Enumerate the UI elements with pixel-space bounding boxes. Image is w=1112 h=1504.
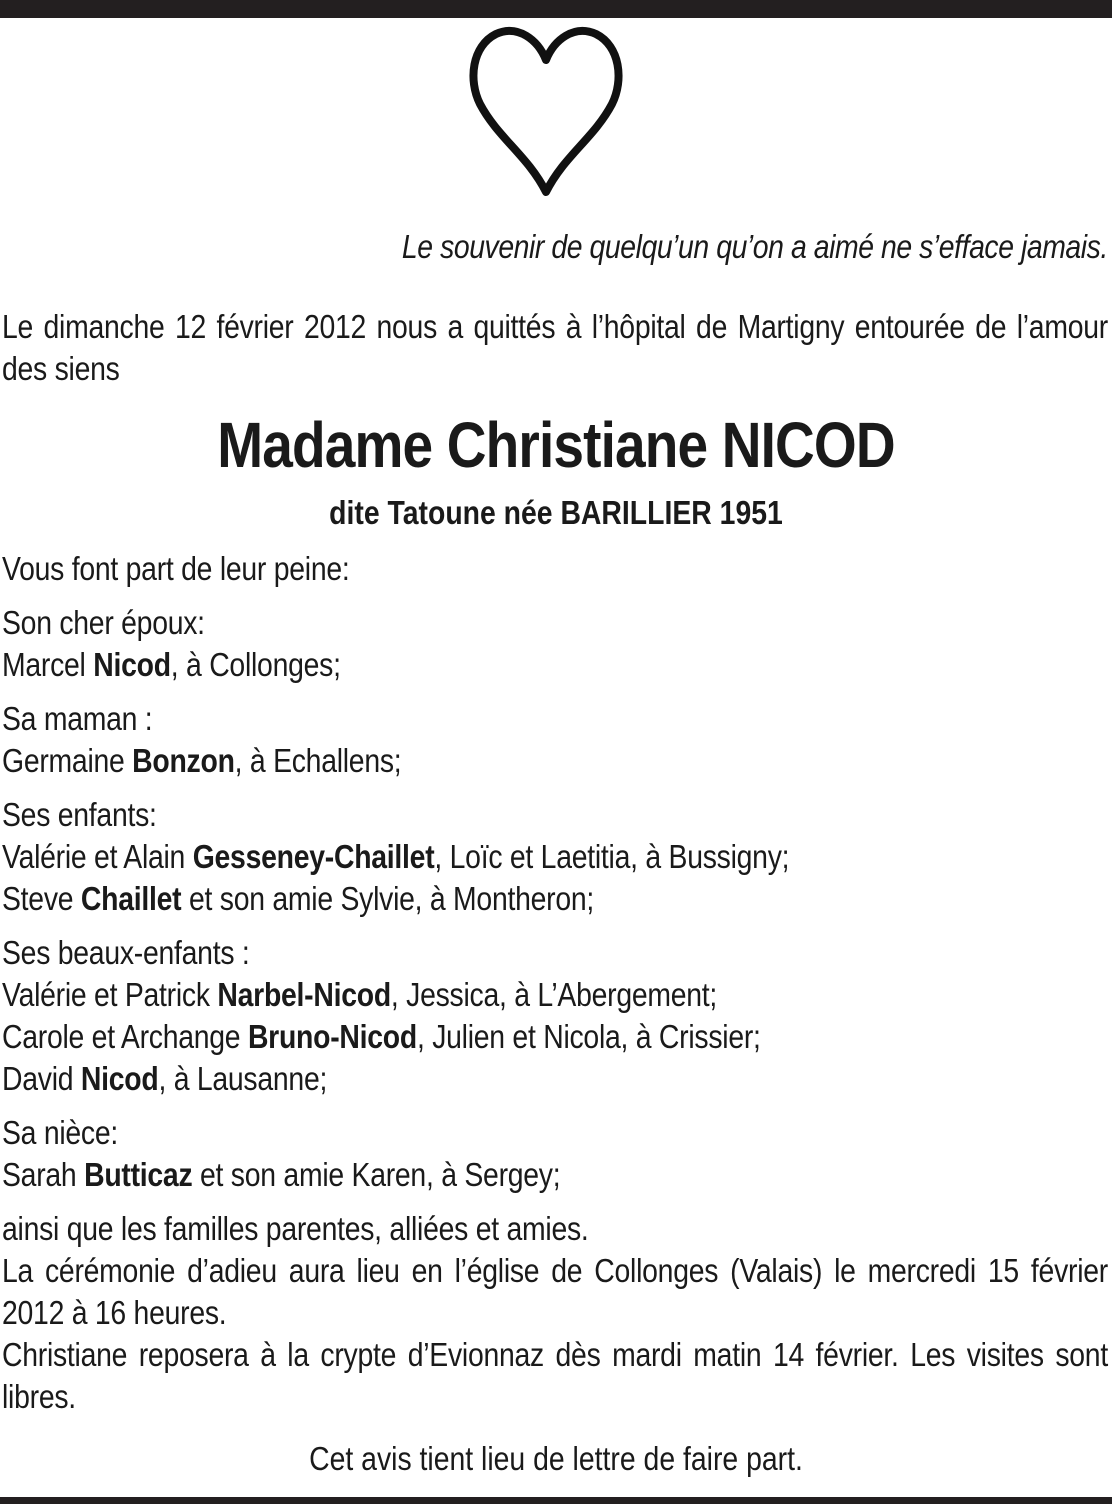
- motto: Le souvenir de quelqu’un qu’on a aimé ne s’efface jamais.: [402, 228, 1108, 265]
- family-member: Germaine Bonzon, à Echallens;: [2, 742, 402, 779]
- group-heading: Ses beaux-enfants :: [2, 934, 250, 971]
- family-member: Carole et Archange Bruno-Nicod, Julien et Nicola, à Crissier;: [2, 1018, 761, 1055]
- group-heading: Sa maman :: [2, 700, 153, 737]
- member-surname: Bonzon: [132, 742, 235, 779]
- family-member: Marcel Nicod, à Collonges;: [2, 646, 341, 683]
- visitation-paragraph: Christiane reposera à la crypte d’Evionnaz dès mardi matin 14 février. Les visites sont libres.: [2, 1336, 1108, 1415]
- member-surname: Butticaz: [84, 1156, 193, 1193]
- deceased-name: Madame Christiane NICOD: [217, 409, 895, 481]
- bottom-border: [0, 1497, 1112, 1504]
- family-member: Valérie et Alain Gesseney-Chaillet, Loïc et Laetitia, à Bussigny;: [2, 838, 790, 875]
- announcement: Vous font part de leur peine:: [2, 550, 350, 587]
- family-group-stepchildren: [2, 932, 761, 1100]
- family-group-mother: [2, 698, 401, 782]
- family-group-niece: [2, 1112, 560, 1196]
- closing-line: Cet avis tient lieu de lettre de faire part.: [309, 1440, 803, 1477]
- deceased-subtitle: dite Tatoune née BARILLIER 1951: [329, 494, 783, 531]
- member-surname: Gesseney-Chaillet: [192, 838, 435, 875]
- family-group-spouse: [2, 602, 341, 686]
- family-member: David Nicod, à Lausanne;: [2, 1060, 328, 1097]
- intro-paragraph: Le dimanche 12 février 2012 nous a quittés à l’hôpital de Martigny entourée de l’amour des siens: [2, 308, 1108, 387]
- group-heading: Ses enfants:: [2, 796, 157, 833]
- family-member: Steve Chaillet et son amie Sylvie, à Montheron;: [2, 880, 595, 917]
- family-group-children: [2, 794, 789, 920]
- group-heading: Son cher époux:: [2, 604, 205, 641]
- group-heading: Sa nièce:: [2, 1114, 119, 1151]
- member-surname: Bruno-Nicod: [247, 1018, 417, 1055]
- member-surname: Chaillet: [80, 880, 182, 917]
- member-surname: Nicod: [93, 646, 171, 683]
- member-surname: Narbel-Nicod: [217, 976, 391, 1013]
- relatives-line: ainsi que les familles parentes, alliées et amies.: [2, 1210, 589, 1247]
- member-surname: Nicod: [80, 1060, 159, 1097]
- ceremony-paragraph: La cérémonie d’adieu aura lieu en l’église de Collonges (Valais) le mercredi 15 février 2012 à 16 heures.: [2, 1252, 1108, 1331]
- heart-icon: [468, 26, 624, 198]
- top-border: [0, 0, 1112, 18]
- family-member: Sarah Butticaz et son amie Karen, à Sergey;: [2, 1156, 561, 1193]
- family-member: Valérie et Patrick Narbel-Nicod, Jessica, à L’Abergement;: [2, 976, 718, 1013]
